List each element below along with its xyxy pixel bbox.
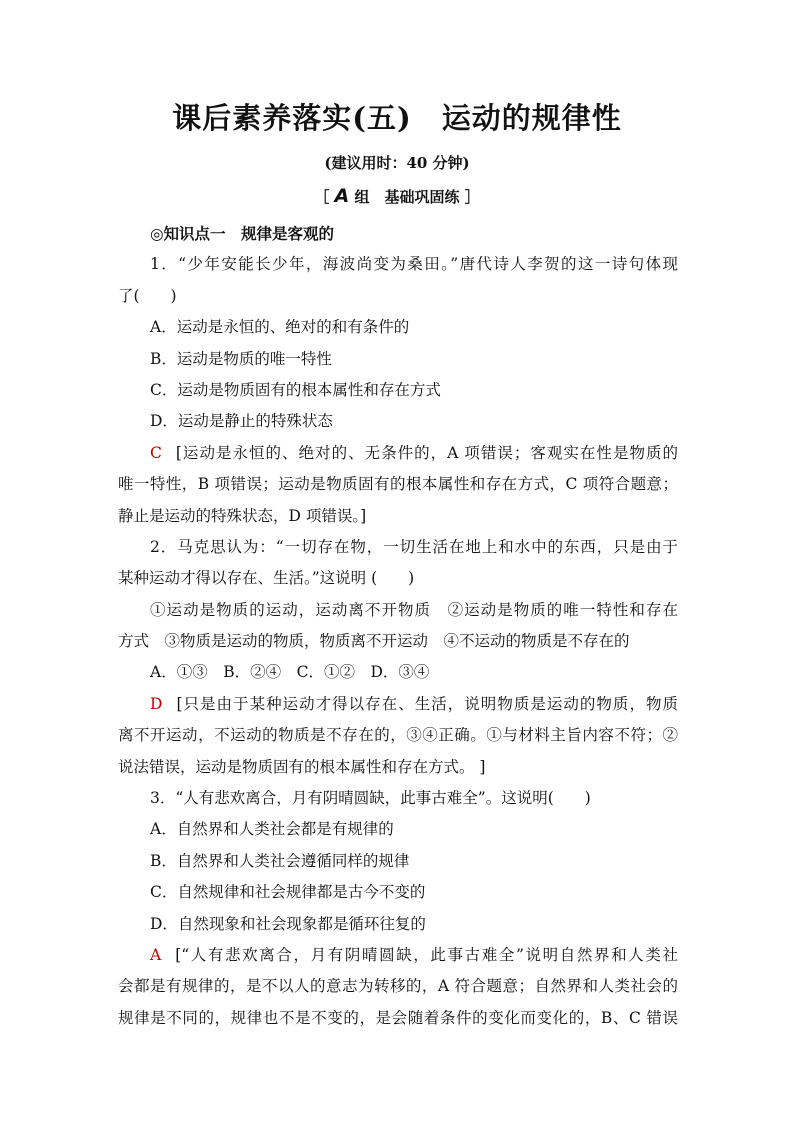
time-hint: (建议用时：40 分钟) <box>324 154 470 172</box>
page-title: 课后素养落实(五) 运动的规律性 <box>172 101 622 135</box>
q2-answer: D <box>150 694 163 713</box>
q3-explanation-line3: 规律是不同的，规律也不是不变的，是会随着条件的变化而变化的，B、C 错误 <box>118 1008 678 1027</box>
group-bracket-close: ］ <box>464 188 480 206</box>
q3-option-c: C．自然规律和社会规律都是古今不变的 <box>150 883 426 902</box>
q2-stem-line2: 某种运动才得以存在、生活。”这说明 ( ) <box>118 569 415 588</box>
q2-options: A．①③ B．②④ C．①② D．③④ <box>150 663 430 682</box>
q2-statement-line1: ①运动是物质的运动，运动离不开物质 ②运动是物质的唯一特性和存在 <box>150 600 678 619</box>
q3-explanation-line2: 会都是有规律的，是不以人的意志为转移的，A 符合题意；自然界和人类社会的 <box>118 977 678 996</box>
q2-explanation-text: [只是由于某种运动才得以存在、生活，说明物质是运动的物质，物质 <box>176 694 678 713</box>
group-letter: A <box>334 185 350 207</box>
section-heading: ◎知识点一 规律是客观的 <box>150 224 335 243</box>
q3-explanation-text: [“人有悲欢离合，月有阴晴圆缺，此事古难全”说明自然界和人类社 <box>175 945 678 964</box>
q2-explanation-line2: 离不开运动，不运动的物质是不存在的，③④正确。①与材料主旨内容不符；② <box>118 726 678 745</box>
group-heading <box>0 185 794 207</box>
q1-explanation-line2: 唯一特性，B 项错误；运动是物质固有的根本属性和存在方式，C 项符合题意； <box>118 475 678 494</box>
q3-option-a: A．自然界和人类社会都是有规律的 <box>150 820 394 839</box>
q1-explanation-line3: 静止是运动的特殊状态，D 项错误。] <box>118 506 367 525</box>
q2-stem-line1: 2．马克思认为：“一切存在物，一切生活在地上和水中的东西，只是由于 <box>150 537 678 556</box>
q2-explanation-line1 <box>118 689 678 720</box>
q3-stem: 3．“人有悲欢离合，月有阴晴圆缺，此事古难全”。这说明( ) <box>150 789 591 808</box>
q1-explanation-line1 <box>118 438 678 469</box>
q3-option-b: B．自然界和人类社会遵循同样的规律 <box>150 851 410 870</box>
q1-stem-line2: 了( ) <box>118 286 177 305</box>
q2-explanation-line3: 说法错误，运动是物质固有的根本属性和存在方式。 ] <box>118 757 486 776</box>
q1-answer: C <box>150 443 162 462</box>
q3-explanation-line1 <box>118 940 678 971</box>
q1-option-a: A．运动是永恒的、绝对的和有条件的 <box>150 318 410 337</box>
q2-statement-line2: 方式 ③物质是运动的物质，物质离不开运动 ④不运动的物质是不存在的 <box>118 632 630 651</box>
q1-option-b: B．运动是物质的唯一特性 <box>150 349 332 368</box>
q1-stem-line1: 1．“少年安能长少年，海波尚变为桑田。”唐代诗人李贺的这一诗句体现 <box>150 255 678 274</box>
group-bracket-open: ［ <box>314 188 330 206</box>
content-body <box>118 218 678 1034</box>
group-label: 组 基础巩固练 <box>354 188 460 206</box>
q3-option-d: D．自然现象和社会现象都是循环往复的 <box>150 914 426 933</box>
q1-option-d: D．运动是静止的特殊状态 <box>150 412 333 431</box>
q1-explanation-text: [运动是永恒的、绝对的、无条件的，A 项错误；客观实在性是物质的 <box>175 443 678 462</box>
q1-option-c: C．运动是物质固有的根本属性和存在方式 <box>150 380 441 399</box>
q3-answer: A <box>150 945 162 964</box>
